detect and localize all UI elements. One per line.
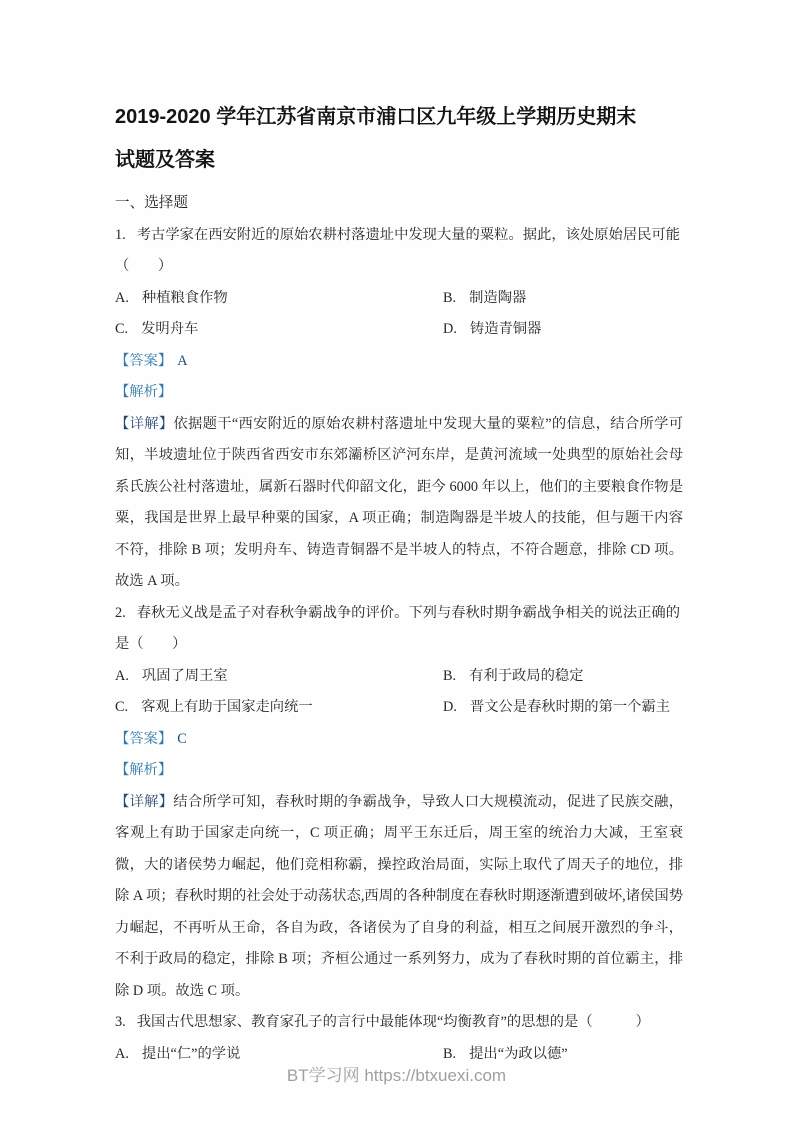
question-2-analysis-line (115, 755, 683, 787)
question-2-stem (115, 598, 683, 630)
question-1 (115, 220, 683, 598)
option-a-text: 种植粮食作物 (141, 289, 228, 306)
question-1-option-d (443, 314, 683, 346)
option-b-label: B. (443, 667, 457, 684)
question-2 (115, 598, 683, 1008)
question-3-stem (115, 1007, 683, 1039)
question-2-detail-text: 结合所学可知，春秋时期的争霸战争，导致人口大规模流动，促进了民族交融，客观上有助于国家走向统一，C 项正确；周平王东迁后，周王室的统治力大减，王室衰微，大的诸侯势力崛起，他们竞相称霸，操控政治局面，实际上取代了周天子的地位，排除 A 项；春秋时期的社会处于动荡状态,西周的各种制度在春秋时期逐渐遭到破坏,诸侯国势力崛起，不再听从王命，各自为政，各诸侯为了自身的利益，相互之间展开激烈的争斗，不利于政局的稳定，排除 B 项；齐桓公通过一系列努力，成为了春秋时期的首位霸主，排除 D 项。故选 C 项。 (115, 793, 684, 999)
question-1-option-b (443, 283, 683, 315)
question-1-detail-text: 依据题干“西安附近的原始农耕村落遗址中发现大量的粟粒”的信息，结合所学可知，半坡遗址位于陕西省西安市东郊灞桥区浐河东岸，是黄河流域一处典型的原始社会母系氏族公社村落遗址，属新石器时代仰韶文化，距今 6000 年以上，他们的主要粮食作物是粟，我国是世界上最早种粟的国家，A 项正确；制造陶器是半坡人的技能，但与题干内容不符，排除 B 项；发明舟车、铸造青铜器不是半坡人的特点，不符合题意，排除 CD 项。故选 A 项。 (115, 415, 683, 589)
question-2-option-a (115, 661, 443, 693)
option-a-label: A. (115, 667, 129, 684)
question-1-stem-continued: （ ） (115, 258, 173, 274)
option-b-text: 制造陶器 (469, 289, 527, 306)
option-d-text: 铸造青铜器 (469, 321, 542, 337)
detail-label: 【详解】 (115, 415, 174, 432)
option-c-label: C. (115, 699, 129, 715)
question-2-option-c (115, 692, 443, 724)
document-title (115, 96, 683, 182)
question-1-answer-letter: A (177, 352, 188, 369)
option-a-label: A. (115, 1045, 129, 1062)
question-3 (115, 1007, 683, 1070)
document-content (115, 96, 683, 1070)
option-a-text: 提出“仁”的学说 (141, 1045, 241, 1062)
option-d-label: D. (443, 699, 457, 715)
answer-label: 【答案】 (115, 352, 173, 369)
question-2-answer-line (115, 724, 683, 756)
option-b-text: 提出“为政以德” (469, 1045, 568, 1062)
question-3-stem-text: 我国古代思想家、教育家孔子的言行中最能体现“均衡教育”的思想的是（ ） (136, 1014, 650, 1030)
option-b-text: 有利于政局的稳定 (469, 667, 584, 684)
question-1-option-a (115, 283, 443, 315)
question-2-options-row-1 (115, 661, 683, 693)
option-d-label: D. (443, 321, 457, 337)
question-1-number: 1. (115, 226, 126, 243)
option-c-label: C. (115, 321, 129, 337)
option-d-text: 晋文公是春秋时期的第一个霸主 (469, 699, 671, 715)
question-1-options-row-1 (115, 283, 683, 315)
option-b-label: B. (443, 1045, 457, 1062)
question-2-options-row-2 (115, 692, 683, 724)
option-b-label: B. (443, 289, 457, 306)
option-a-text: 巩固了周王室 (141, 667, 228, 684)
question-2-option-b (443, 661, 683, 693)
answer-label: 【答案】 (115, 730, 173, 747)
option-a-label: A. (115, 289, 129, 306)
document-title-line-2: 试题及答案 (115, 149, 215, 171)
analysis-label: 【解析】 (115, 384, 173, 400)
option-c-text: 发明舟车 (141, 321, 199, 337)
option-c-text: 客观上有助于国家走向统一 (141, 699, 313, 715)
question-1-stem-text: 考古学家在西安附近的原始农耕村落遗址中发现大量的粟粒。据此，该处原始居民可能 (136, 226, 681, 243)
question-2-stem-text: 春秋无义战是孟子对春秋争霸战争的评价。下列与春秋时期争霸战争相关的说法正确的 (136, 604, 681, 621)
question-3-number: 3. (115, 1014, 126, 1030)
detail-label: 【详解】 (115, 793, 174, 810)
question-1-options-row-2 (115, 314, 683, 346)
question-2-stem-continued: 是（ ） (115, 636, 187, 652)
question-1-analysis-line (115, 377, 683, 409)
document-title-line-1: 2019-2020 学年江苏省南京市浦口区九年级上学期历史期末 (115, 106, 637, 128)
footer-watermark: BT学习网 https://btxuexi.com (286, 1066, 507, 1085)
question-2-option-d (443, 692, 683, 724)
question-1-stem (115, 220, 683, 252)
question-1-answer-line (115, 346, 683, 378)
question-1-option-c (115, 314, 443, 346)
question-1-detail (115, 409, 683, 598)
question-2-detail (115, 787, 683, 1008)
analysis-label: 【解析】 (115, 762, 173, 778)
section-heading: 一、选择题 (115, 195, 188, 211)
question-2-answer-letter: C (177, 730, 187, 747)
question-2-number: 2. (115, 604, 126, 621)
